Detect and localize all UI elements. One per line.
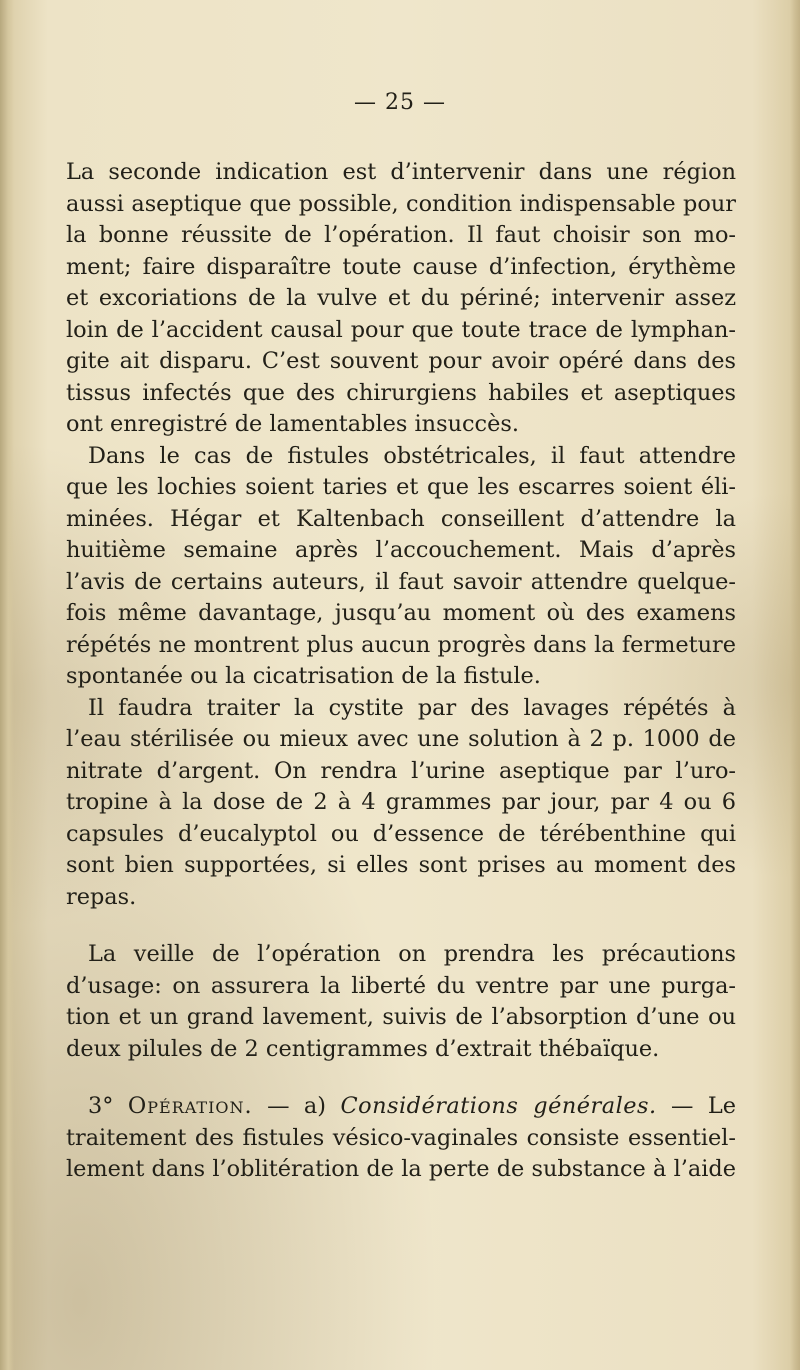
- text-line: tion et un grand lavement, suivis de l’absorption d’une ou: [66, 1004, 736, 1030]
- text-line: la bonne réussite de l’opération. Il faut choisir son mo-: [66, 222, 736, 248]
- text-line: répétés ne montrent plus aucun progrès dans la fermeture: [66, 631, 736, 658]
- heading-dash: —: [267, 1093, 290, 1119]
- text-line: huitième semaine après l’accouchement. Mais d’après: [66, 537, 736, 563]
- page-right-edge-shadow: [790, 0, 800, 1370]
- text-line: fois même davantage, jusqu’au moment où des examens: [66, 600, 736, 626]
- text-line: Il faudra traiter la cystite par des lavages répétés à: [88, 694, 736, 721]
- paragraph-spacer: [66, 1065, 736, 1091]
- paragraph: [66, 157, 736, 441]
- text-line: loin de l’accident causal pour que toute trace de lymphan-: [66, 316, 736, 343]
- text-line: ment; faire disparaître toute cause d’infection, érythème: [66, 253, 736, 280]
- text-line: d’usage: on assurera la liberté du ventre par une purga-: [66, 972, 736, 999]
- body-text: [66, 157, 736, 1186]
- text-line: tropine à la dose de 2 à 4 grammes par jour, par 4 ou 6: [66, 789, 736, 815]
- text-line: traitement des fistules vésico-vaginales consiste essentiel-: [66, 1124, 736, 1151]
- section-operation: [66, 1091, 736, 1186]
- text-line: nitrate d’argent. On rendra l’urine aseptique par l’uro-: [66, 757, 736, 784]
- text-line: gite ait disparu. C’est souvent pour avoir opéré dans des: [66, 348, 736, 374]
- text-line: sont bien supportées, si elles sont prises au moment des: [66, 852, 736, 878]
- text-line: spontanée ou la cicatrisation de la fistule.: [66, 663, 541, 689]
- text-line: La seconde indication est d’intervenir dans une région: [66, 159, 736, 185]
- subsection-label: a): [303, 1093, 327, 1119]
- text-line: que les lochies soient taries et que les escarres soient éli-: [66, 474, 736, 500]
- subheading-dash: —: [671, 1093, 694, 1119]
- text-line: Dans le cas de fistules obstétricales, il faut attendre: [88, 442, 736, 469]
- text-line: lement dans l’oblitération de la perte de substance à l’aide: [66, 1156, 736, 1182]
- page-number: — 25 —: [354, 90, 446, 115]
- paragraph: [66, 441, 736, 693]
- text-line: aussi aseptique que possible, condition indispensable pour: [66, 190, 736, 217]
- section-number: 3°: [88, 1093, 114, 1119]
- text-line: ont enregistré de lamentables insuccès.: [66, 411, 519, 437]
- subsection-heading: Considérations générales.: [340, 1093, 657, 1119]
- text-line: minées. Hégar et Kaltenbach conseillent d’attendre la: [66, 505, 736, 532]
- page-left-edge-shadow: [0, 0, 14, 1370]
- paragraph: [66, 693, 736, 914]
- heading-line-text: Le: [707, 1093, 736, 1119]
- text-line: et excoriations de la vulve et du périné; intervenir assez: [66, 285, 736, 311]
- text-line: capsules d’eucalyptol ou d’essence de térébenthine qui: [66, 820, 736, 847]
- text-line: l’avis de certains auteurs, il faut savoir attendre quelque-: [66, 568, 736, 595]
- section-heading: Opération.: [127, 1093, 253, 1119]
- text-line: deux pilules de 2 centigrammes d’extrait thébaïque.: [66, 1035, 660, 1062]
- paragraph: [66, 939, 736, 1065]
- text-line: tissus infectés que des chirurgiens habiles et aseptiques: [66, 379, 736, 406]
- text-line: repas.: [66, 883, 137, 910]
- paragraph-spacer: [66, 913, 736, 939]
- section-heading-line: [66, 1091, 736, 1123]
- text-line: La veille de l’opération on prendra les précautions: [88, 941, 736, 967]
- text-line: l’eau stérilisée ou mieux avec une solution à 2 p. 1000 de: [66, 726, 736, 752]
